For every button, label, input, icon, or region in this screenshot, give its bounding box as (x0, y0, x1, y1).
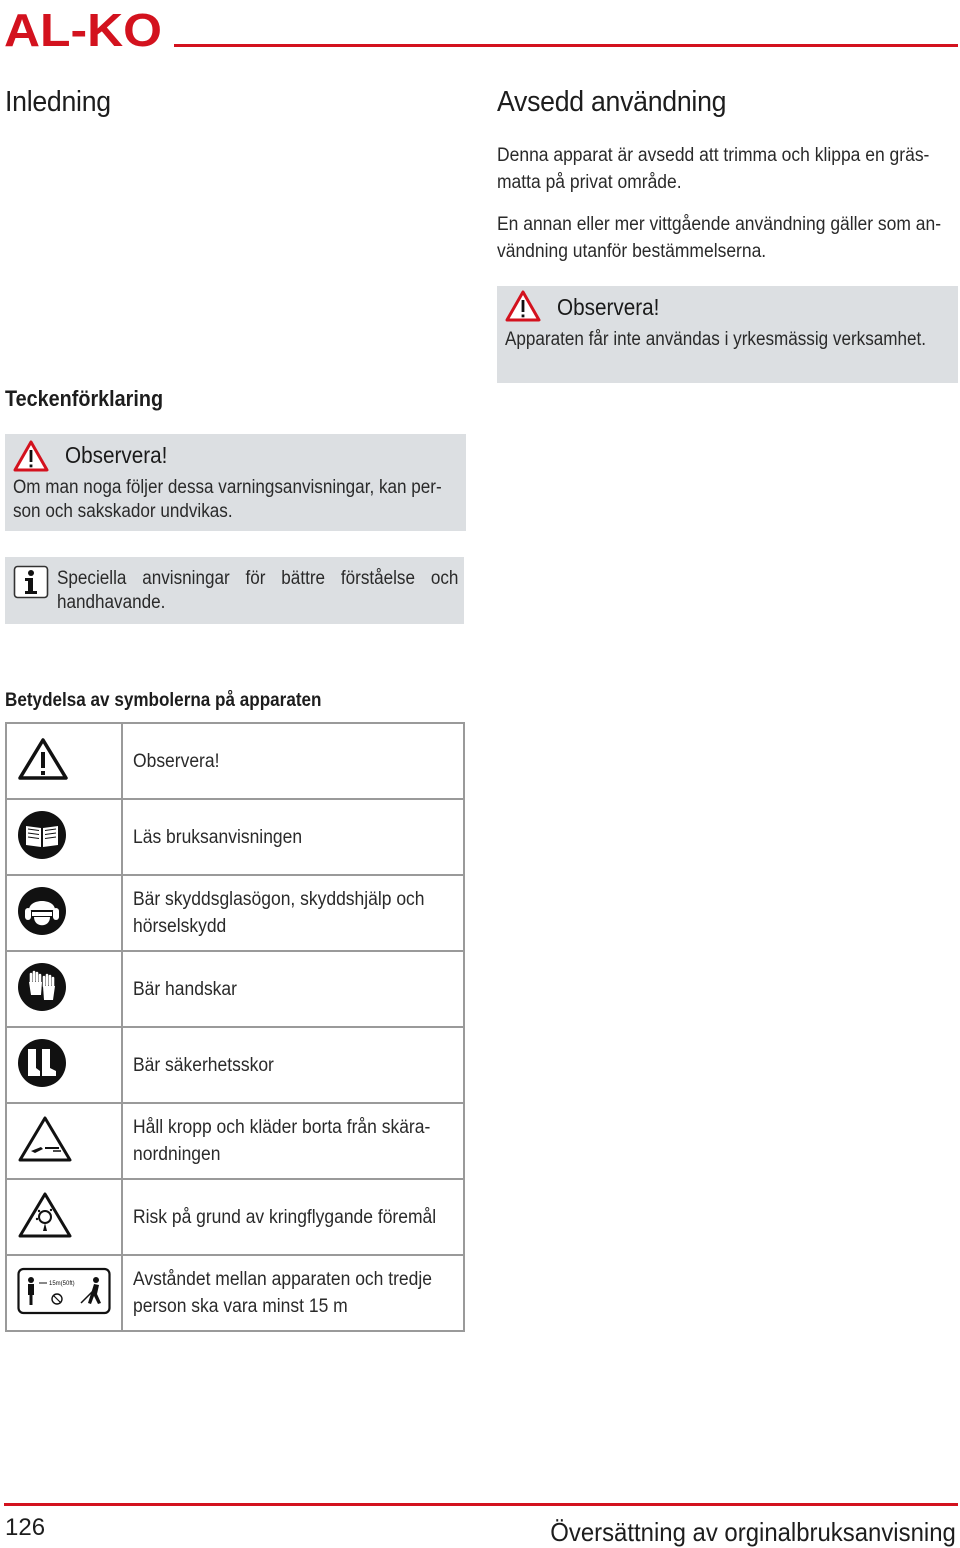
footer-title: Översättning av orginalbruksanvisning (550, 1517, 956, 1547)
flying-objects-warning-icon (17, 1191, 73, 1244)
legend-warning-title: Observera! (65, 442, 168, 468)
table-row (6, 1179, 464, 1255)
legend-warning-box (5, 434, 466, 531)
symbol-icon-cell (6, 951, 122, 1027)
symbol-text-line: Avståndet mellan apparaten och tredje (133, 1269, 432, 1290)
usage-paragraph-2-line-2: vändning utanför bestämmelserna. (497, 241, 767, 262)
usage-paragraph-1-line-2: matta på privat område. (497, 172, 682, 193)
table-row (6, 799, 464, 875)
symbol-text-line: hörselskydd (133, 916, 227, 937)
usage-paragraph-2 (497, 211, 958, 265)
symbol-text-cell (122, 875, 464, 951)
info-icon (13, 565, 49, 604)
legend-info-line-2: handhavande. (57, 592, 166, 613)
symbol-text-cell (122, 799, 464, 875)
footer-rule (4, 1503, 958, 1506)
usage-paragraph-1-line-1: Denna apparat är avsedd att trimma och klippa en gräs- (497, 145, 930, 166)
symbol-text-cell (122, 1027, 464, 1103)
symbol-text-cell (122, 723, 464, 799)
symbol-text-line: Observera! (133, 750, 220, 772)
symbol-text-line: Bär handskar (133, 978, 237, 1000)
symbols-heading: Betydelsa av symbolerna på apparaten (5, 690, 322, 711)
usage-heading: Avsedd användning (497, 86, 727, 118)
book-icon (17, 810, 67, 865)
table-row (6, 951, 464, 1027)
symbol-text-line: Bär säkerhetsskor (133, 1054, 274, 1076)
legend-info-line-1-text: Speciella anvisningar för bättre förståelse och (57, 568, 459, 589)
gloves-icon (17, 962, 67, 1017)
header-rule (174, 44, 958, 47)
table-row (6, 1255, 464, 1331)
symbols-table (5, 722, 465, 1332)
distance-15m-icon (17, 1267, 111, 1320)
warning-triangle-icon (17, 737, 69, 786)
symbol-text-cell (122, 1179, 464, 1255)
usage-paragraph-1 (497, 142, 958, 196)
table-row (6, 875, 464, 951)
symbol-text-cell (122, 951, 464, 1027)
legend-warning-line-1: Om man noga följer dessa varningsanvisningar, kan per- (13, 477, 442, 498)
symbol-text-line: Läs bruksanvisningen (133, 826, 303, 848)
alko-logo (4, 8, 166, 50)
boots-icon (17, 1038, 67, 1093)
symbol-text-line: nordningen (133, 1144, 221, 1165)
symbol-icon-cell (6, 799, 122, 875)
symbol-icon-cell (6, 1103, 122, 1179)
safety-gear-head-icon (17, 886, 67, 941)
hand-blade-warning-icon (17, 1115, 73, 1168)
usage-warning-line: Apparaten får inte användas i yrkesmässig verksamhet. (505, 329, 927, 350)
usage-warning-box (497, 286, 958, 383)
page-number: 126 (5, 1514, 46, 1541)
table-row (6, 1103, 464, 1179)
symbol-text-cell (122, 1255, 464, 1331)
warning-triangle-icon (505, 290, 541, 327)
usage-warning-title: Observera! (557, 294, 660, 320)
symbol-icon-cell (6, 875, 122, 951)
symbol-text-line: Bär skyddsglasögon, skyddshjälp och (133, 889, 425, 910)
legend-heading: Teckenförklaring (5, 386, 164, 411)
intro-heading: Inledning (5, 86, 111, 118)
table-row (6, 1027, 464, 1103)
legend-info-box (5, 557, 464, 624)
legend-info-line-1 (57, 567, 459, 591)
legend-warning-line-2: son och sakskador undvikas. (13, 501, 233, 522)
table-row (6, 723, 464, 799)
symbol-text-line: Håll kropp och kläder borta från skära- (133, 1117, 431, 1138)
svg-text:AL-KO: AL-KO (4, 8, 162, 50)
symbol-text-line: Risk på grund av kringflygande föremål (133, 1206, 437, 1228)
distance-label: 15m(50ft) (49, 1280, 75, 1287)
symbol-icon-cell (6, 1027, 122, 1103)
symbol-text-line: person ska vara minst 15 m (133, 1296, 348, 1317)
symbol-icon-cell (6, 1255, 122, 1331)
symbol-icon-cell (6, 723, 122, 799)
usage-paragraph-2-line-1: En annan eller mer vittgående användning gäller som an- (497, 214, 942, 235)
symbol-text-cell (122, 1103, 464, 1179)
symbol-icon-cell (6, 1179, 122, 1255)
warning-triangle-icon (13, 440, 49, 477)
